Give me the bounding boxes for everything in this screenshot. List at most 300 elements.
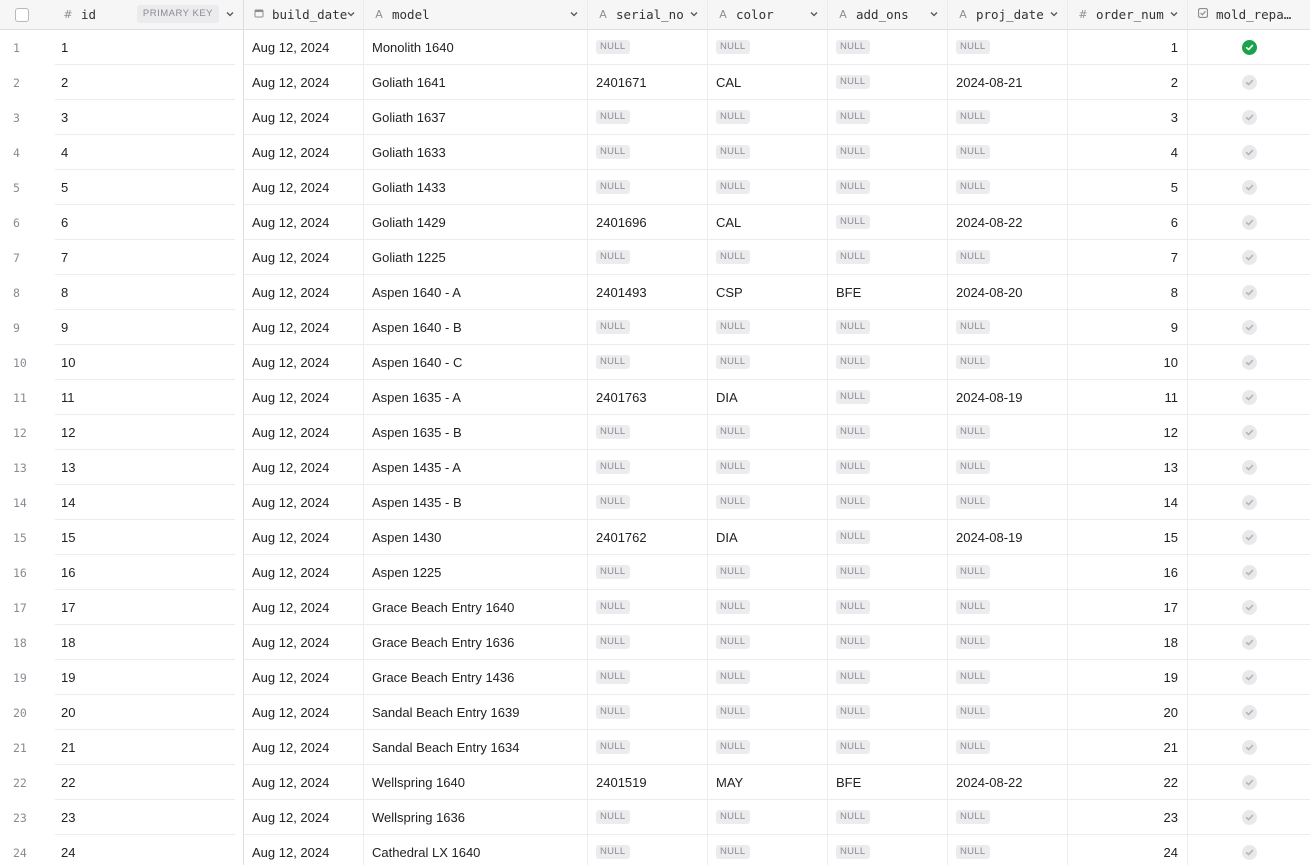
table-row[interactable] <box>0 765 1310 800</box>
unchecked-circle-icon[interactable] <box>1242 285 1257 300</box>
proj-date-cell[interactable] <box>947 170 1067 205</box>
unchecked-circle-icon[interactable] <box>1242 530 1257 545</box>
checked-circle-icon[interactable] <box>1242 40 1257 55</box>
order-num-cell[interactable] <box>1067 520 1187 555</box>
add-ons-cell[interactable] <box>827 30 947 65</box>
order-num-cell[interactable] <box>1067 625 1187 660</box>
model-cell[interactable] <box>363 450 587 485</box>
mold-repair-cell[interactable] <box>1187 800 1310 835</box>
proj-date-cell[interactable] <box>947 415 1067 450</box>
build-date-cell[interactable] <box>243 485 363 520</box>
proj-date-cell[interactable] <box>947 800 1067 835</box>
row-number <box>0 135 44 170</box>
color-cell[interactable] <box>707 30 827 65</box>
table-row[interactable] <box>0 730 1310 765</box>
build-date-cell[interactable] <box>243 135 363 170</box>
unchecked-circle-icon[interactable] <box>1242 775 1257 790</box>
table-row[interactable] <box>0 345 1310 380</box>
color-cell[interactable] <box>707 65 827 100</box>
column-header-proj-date[interactable] <box>947 0 1067 29</box>
build-date-cell[interactable] <box>243 380 363 415</box>
id-cell[interactable] <box>44 345 243 380</box>
serial-no-cell[interactable] <box>587 590 707 625</box>
proj-date-cell[interactable] <box>947 590 1067 625</box>
table-row[interactable] <box>0 660 1310 695</box>
color-cell[interactable] <box>707 485 827 520</box>
id-cell[interactable] <box>44 170 243 205</box>
unchecked-circle-icon[interactable] <box>1242 565 1257 580</box>
table-row[interactable] <box>0 695 1310 730</box>
build-date-cell[interactable] <box>243 415 363 450</box>
mold-repair-cell[interactable] <box>1187 30 1310 65</box>
order-num-cell[interactable] <box>1067 450 1187 485</box>
model-cell[interactable] <box>363 520 587 555</box>
unchecked-circle-icon[interactable] <box>1242 845 1257 860</box>
add-ons-cell[interactable] <box>827 660 947 695</box>
table-row[interactable] <box>0 835 1310 865</box>
build-date-cell[interactable] <box>243 205 363 240</box>
proj-date-cell[interactable] <box>947 310 1067 345</box>
proj-date-cell[interactable] <box>947 555 1067 590</box>
mold-repair-cell[interactable] <box>1187 660 1310 695</box>
proj-date-cell[interactable] <box>947 345 1067 380</box>
id-cell[interactable] <box>44 590 243 625</box>
add-ons-cell[interactable] <box>827 65 947 100</box>
unchecked-circle-icon[interactable] <box>1242 495 1257 510</box>
order-num-cell[interactable] <box>1067 170 1187 205</box>
color-cell[interactable] <box>707 520 827 555</box>
model-cell[interactable] <box>363 485 587 520</box>
order-num-cell[interactable] <box>1067 275 1187 310</box>
add-ons-cell[interactable] <box>827 800 947 835</box>
id-cell[interactable] <box>44 660 243 695</box>
proj-date-cell[interactable] <box>947 660 1067 695</box>
id-cell[interactable] <box>44 800 243 835</box>
mold-repair-cell[interactable] <box>1187 310 1310 345</box>
proj-date-cell[interactable] <box>947 135 1067 170</box>
model-cell[interactable] <box>363 625 587 660</box>
model-cell[interactable] <box>363 695 587 730</box>
color-cell[interactable] <box>707 590 827 625</box>
order-num-cell[interactable] <box>1067 835 1187 865</box>
model-cell[interactable] <box>363 660 587 695</box>
mold-repair-cell[interactable] <box>1187 555 1310 590</box>
model-cell[interactable] <box>363 100 587 135</box>
table-row[interactable] <box>0 415 1310 450</box>
build-date-cell[interactable] <box>243 275 363 310</box>
model-cell[interactable] <box>363 380 587 415</box>
unchecked-circle-icon[interactable] <box>1242 670 1257 685</box>
column-header-build-date[interactable] <box>243 0 363 29</box>
table-row[interactable] <box>0 800 1310 835</box>
color-cell[interactable] <box>707 625 827 660</box>
order-num-cell[interactable] <box>1067 800 1187 835</box>
id-cell[interactable] <box>44 30 243 65</box>
color-cell[interactable] <box>707 240 827 275</box>
mold-repair-cell[interactable] <box>1187 415 1310 450</box>
order-num-cell-value: 2 <box>1170 74 1178 90</box>
mold-repair-cell[interactable] <box>1187 835 1310 865</box>
order-num-cell[interactable] <box>1067 30 1187 65</box>
table-row[interactable] <box>0 520 1310 555</box>
model-cell[interactable] <box>363 730 587 765</box>
null-badge: NULL <box>956 355 990 369</box>
id-cell[interactable] <box>44 485 243 520</box>
model-cell[interactable] <box>363 800 587 835</box>
model-cell[interactable] <box>363 135 587 170</box>
mold-repair-cell[interactable] <box>1187 135 1310 170</box>
unchecked-circle-icon[interactable] <box>1242 250 1257 265</box>
chevron-down-icon[interactable] <box>688 8 700 20</box>
mold-repair-cell[interactable] <box>1187 170 1310 205</box>
mold-repair-cell[interactable] <box>1187 240 1310 275</box>
unchecked-circle-icon[interactable] <box>1242 215 1257 230</box>
build-date-cell[interactable] <box>243 170 363 205</box>
model-cell[interactable] <box>363 65 587 100</box>
add-ons-cell[interactable] <box>827 695 947 730</box>
serial-no-cell[interactable] <box>587 310 707 345</box>
unchecked-circle-icon[interactable] <box>1242 180 1257 195</box>
add-ons-cell[interactable] <box>827 625 947 660</box>
null-badge: NULL <box>716 320 750 334</box>
build-date-cell[interactable] <box>243 240 363 275</box>
order-num-cell[interactable] <box>1067 660 1187 695</box>
color-cell[interactable] <box>707 800 827 835</box>
color-cell[interactable] <box>707 310 827 345</box>
column-header-add-ons[interactable] <box>827 0 947 29</box>
color-cell[interactable] <box>707 170 827 205</box>
build-date-cell[interactable] <box>243 590 363 625</box>
serial-no-cell[interactable] <box>587 415 707 450</box>
id-cell[interactable] <box>44 65 243 100</box>
table-row[interactable] <box>0 30 1310 65</box>
mold-repair-cell[interactable] <box>1187 450 1310 485</box>
color-cell[interactable] <box>707 345 827 380</box>
mold-repair-cell[interactable] <box>1187 730 1310 765</box>
model-cell[interactable] <box>363 415 587 450</box>
id-cell[interactable] <box>44 520 243 555</box>
order-num-cell[interactable] <box>1067 695 1187 730</box>
add-ons-cell[interactable] <box>827 345 947 380</box>
build-date-cell[interactable] <box>243 310 363 345</box>
order-num-cell[interactable] <box>1067 205 1187 240</box>
build-date-cell[interactable] <box>243 520 363 555</box>
serial-no-cell[interactable] <box>587 695 707 730</box>
proj-date-cell[interactable] <box>947 730 1067 765</box>
add-ons-cell[interactable] <box>827 520 947 555</box>
add-ons-cell[interactable] <box>827 240 947 275</box>
order-num-cell[interactable] <box>1067 240 1187 275</box>
id-cell[interactable] <box>44 135 243 170</box>
model-cell[interactable] <box>363 765 587 800</box>
add-ons-cell[interactable] <box>827 170 947 205</box>
table-row[interactable] <box>0 275 1310 310</box>
id-cell[interactable] <box>44 380 243 415</box>
unchecked-circle-icon[interactable] <box>1242 110 1257 125</box>
add-ons-cell[interactable] <box>827 205 947 240</box>
unchecked-circle-icon[interactable] <box>1242 635 1257 650</box>
proj-date-cell[interactable] <box>947 835 1067 865</box>
proj-date-cell-value: 2024-08-20 <box>956 284 1023 300</box>
build-date-cell[interactable] <box>243 660 363 695</box>
add-ons-cell[interactable] <box>827 135 947 170</box>
proj-date-cell[interactable] <box>947 100 1067 135</box>
build-date-cell[interactable] <box>243 100 363 135</box>
column-header-id[interactable] <box>44 0 243 29</box>
proj-date-cell[interactable] <box>947 275 1067 310</box>
model-cell[interactable] <box>363 30 587 65</box>
build-date-cell[interactable] <box>243 835 363 865</box>
order-num-cell[interactable] <box>1067 765 1187 800</box>
id-cell[interactable] <box>44 240 243 275</box>
order-num-cell[interactable] <box>1067 65 1187 100</box>
order-num-cell[interactable] <box>1067 380 1187 415</box>
unchecked-circle-icon[interactable] <box>1242 425 1257 440</box>
id-cell[interactable] <box>44 555 243 590</box>
serial-no-cell[interactable] <box>587 380 707 415</box>
chevron-down-icon[interactable] <box>928 8 940 20</box>
id-cell[interactable] <box>44 625 243 660</box>
serial-no-cell[interactable] <box>587 730 707 765</box>
table-row[interactable] <box>0 380 1310 415</box>
unchecked-circle-icon[interactable] <box>1242 740 1257 755</box>
serial-no-cell[interactable] <box>587 660 707 695</box>
id-cell[interactable] <box>44 275 243 310</box>
proj-date-cell[interactable] <box>947 625 1067 660</box>
mold-repair-cell[interactable] <box>1187 765 1310 800</box>
color-cell[interactable] <box>707 730 827 765</box>
model-cell-value: Grace Beach Entry 1640 <box>372 599 515 615</box>
build-date-cell[interactable] <box>243 450 363 485</box>
color-cell[interactable] <box>707 415 827 450</box>
add-ons-cell[interactable] <box>827 765 947 800</box>
chevron-down-icon[interactable] <box>568 8 580 20</box>
proj-date-cell[interactable] <box>947 695 1067 730</box>
serial-no-cell[interactable] <box>587 240 707 275</box>
proj-date-cell[interactable] <box>947 450 1067 485</box>
id-cell[interactable] <box>44 695 243 730</box>
order-num-cell[interactable] <box>1067 310 1187 345</box>
table-row[interactable] <box>0 170 1310 205</box>
order-num-cell[interactable] <box>1067 345 1187 380</box>
add-ons-cell[interactable] <box>827 555 947 590</box>
add-ons-cell[interactable] <box>827 275 947 310</box>
id-cell[interactable] <box>44 765 243 800</box>
model-cell[interactable] <box>363 275 587 310</box>
proj-date-cell[interactable] <box>947 240 1067 275</box>
id-cell[interactable] <box>44 205 243 240</box>
order-num-cell-value: 7 <box>1170 249 1178 265</box>
id-cell[interactable] <box>44 100 243 135</box>
proj-date-cell[interactable] <box>947 65 1067 100</box>
build-date-cell[interactable] <box>243 695 363 730</box>
serial-no-cell[interactable] <box>587 30 707 65</box>
mold-repair-cell[interactable] <box>1187 590 1310 625</box>
order-num-cell[interactable] <box>1067 485 1187 520</box>
row-number-value: 16 <box>13 565 27 580</box>
build-date-cell[interactable] <box>243 800 363 835</box>
serial-no-cell[interactable] <box>587 345 707 380</box>
add-ons-cell[interactable] <box>827 100 947 135</box>
column-header-model[interactable] <box>363 0 587 29</box>
chevron-down-icon[interactable] <box>1048 8 1060 20</box>
model-cell[interactable] <box>363 835 587 865</box>
table-row[interactable] <box>0 65 1310 100</box>
serial-no-cell[interactable] <box>587 135 707 170</box>
serial-no-cell[interactable] <box>587 450 707 485</box>
serial-no-cell[interactable] <box>587 625 707 660</box>
mold-repair-cell[interactable] <box>1187 275 1310 310</box>
build-date-cell[interactable] <box>243 30 363 65</box>
mold-repair-cell[interactable] <box>1187 625 1310 660</box>
color-cell[interactable] <box>707 765 827 800</box>
table-row[interactable] <box>0 590 1310 625</box>
color-cell[interactable] <box>707 205 827 240</box>
unchecked-circle-icon[interactable] <box>1242 355 1257 370</box>
color-cell[interactable] <box>707 275 827 310</box>
order-num-cell[interactable] <box>1067 415 1187 450</box>
model-cell[interactable] <box>363 310 587 345</box>
proj-date-cell[interactable] <box>947 30 1067 65</box>
add-ons-cell[interactable] <box>827 485 947 520</box>
mold-repair-cell[interactable] <box>1187 380 1310 415</box>
mold-repair-cell[interactable] <box>1187 520 1310 555</box>
serial-no-cell[interactable] <box>587 65 707 100</box>
model-cell[interactable] <box>363 240 587 275</box>
serial-no-cell[interactable] <box>587 555 707 590</box>
unchecked-circle-icon[interactable] <box>1242 705 1257 720</box>
order-num-cell-value: 10 <box>1163 354 1178 370</box>
null-badge: NULL <box>836 530 870 544</box>
color-cell[interactable] <box>707 450 827 485</box>
add-ons-cell[interactable] <box>827 415 947 450</box>
build-date-cell[interactable] <box>243 65 363 100</box>
model-cell[interactable] <box>363 205 587 240</box>
build-date-cell[interactable] <box>243 625 363 660</box>
order-num-cell[interactable] <box>1067 135 1187 170</box>
serial-no-cell[interactable] <box>587 100 707 135</box>
table-row[interactable] <box>0 485 1310 520</box>
serial-no-cell[interactable] <box>587 520 707 555</box>
serial-no-cell[interactable] <box>587 275 707 310</box>
add-ons-cell[interactable] <box>827 730 947 765</box>
model-cell[interactable] <box>363 590 587 625</box>
unchecked-circle-icon[interactable] <box>1242 145 1257 160</box>
id-cell[interactable] <box>44 415 243 450</box>
proj-date-cell-value: 2024-08-22 <box>956 774 1023 790</box>
add-ons-cell[interactable] <box>827 310 947 345</box>
mold-repair-cell[interactable] <box>1187 100 1310 135</box>
color-cell[interactable] <box>707 555 827 590</box>
add-ons-cell[interactable] <box>827 380 947 415</box>
add-ons-cell[interactable] <box>827 590 947 625</box>
color-cell[interactable] <box>707 835 827 865</box>
model-cell-value: Cathedral LX 1640 <box>372 844 481 860</box>
build-date-cell[interactable] <box>243 555 363 590</box>
row-number <box>0 345 44 380</box>
column-header-serial-no[interactable] <box>587 0 707 29</box>
serial-no-cell[interactable] <box>587 835 707 865</box>
mold-repair-cell[interactable] <box>1187 345 1310 380</box>
null-badge: NULL <box>836 600 870 614</box>
proj-date-cell[interactable] <box>947 205 1067 240</box>
serial-no-cell[interactable] <box>587 170 707 205</box>
id-cell[interactable] <box>44 310 243 345</box>
order-num-cell[interactable] <box>1067 100 1187 135</box>
color-cell[interactable] <box>707 660 827 695</box>
order-num-cell-value: 3 <box>1170 109 1178 125</box>
serial-no-cell[interactable] <box>587 205 707 240</box>
color-cell[interactable] <box>707 135 827 170</box>
table-row[interactable] <box>0 555 1310 590</box>
id-cell[interactable] <box>44 730 243 765</box>
unchecked-circle-icon[interactable] <box>1242 810 1257 825</box>
table-row[interactable] <box>0 625 1310 660</box>
proj-date-cell[interactable] <box>947 380 1067 415</box>
mold-repair-cell[interactable] <box>1187 485 1310 520</box>
chevron-down-icon[interactable] <box>1168 8 1180 20</box>
table-row[interactable] <box>0 310 1310 345</box>
proj-date-cell[interactable] <box>947 520 1067 555</box>
unchecked-circle-icon[interactable] <box>1242 75 1257 90</box>
table-row[interactable] <box>0 205 1310 240</box>
model-cell[interactable] <box>363 170 587 205</box>
table-row[interactable] <box>0 135 1310 170</box>
order-num-cell[interactable] <box>1067 555 1187 590</box>
build-date-cell-value: Aug 12, 2024 <box>252 109 330 125</box>
add-ons-cell[interactable] <box>827 835 947 865</box>
add-ons-cell[interactable] <box>827 450 947 485</box>
chevron-down-icon[interactable] <box>345 8 357 20</box>
unchecked-circle-icon[interactable] <box>1242 460 1257 475</box>
model-cell-value: Aspen 1435 - A <box>372 459 461 475</box>
model-cell-value: Aspen 1225 <box>372 564 442 580</box>
column-header-order-num[interactable] <box>1067 0 1187 29</box>
proj-date-cell[interactable] <box>947 765 1067 800</box>
unchecked-circle-icon[interactable] <box>1242 320 1257 335</box>
id-cell[interactable] <box>44 450 243 485</box>
color-cell[interactable] <box>707 380 827 415</box>
chevron-down-icon[interactable] <box>224 8 236 20</box>
serial-no-cell[interactable] <box>587 485 707 520</box>
color-cell[interactable] <box>707 100 827 135</box>
id-cell[interactable] <box>44 835 243 865</box>
table-row[interactable] <box>0 450 1310 485</box>
column-header-mold-repair[interactable] <box>1187 0 1310 29</box>
table-row[interactable] <box>0 100 1310 135</box>
select-all-checkbox[interactable] <box>15 8 29 22</box>
build-date-cell[interactable] <box>243 345 363 380</box>
order-num-cell[interactable] <box>1067 590 1187 625</box>
color-cell[interactable] <box>707 695 827 730</box>
model-cell[interactable] <box>363 555 587 590</box>
build-date-cell[interactable] <box>243 765 363 800</box>
model-cell[interactable] <box>363 345 587 380</box>
serial-no-cell[interactable] <box>587 765 707 800</box>
build-date-cell[interactable] <box>243 730 363 765</box>
serial-no-cell[interactable] <box>587 800 707 835</box>
unchecked-circle-icon[interactable] <box>1242 600 1257 615</box>
mold-repair-cell[interactable] <box>1187 65 1310 100</box>
table-row[interactable] <box>0 240 1310 275</box>
unchecked-circle-icon[interactable] <box>1242 390 1257 405</box>
column-header-color[interactable] <box>707 0 827 29</box>
mold-repair-cell[interactable] <box>1187 695 1310 730</box>
mold-repair-cell[interactable] <box>1187 205 1310 240</box>
chevron-down-icon[interactable] <box>808 8 820 20</box>
proj-date-cell[interactable] <box>947 485 1067 520</box>
order-num-cell[interactable] <box>1067 730 1187 765</box>
